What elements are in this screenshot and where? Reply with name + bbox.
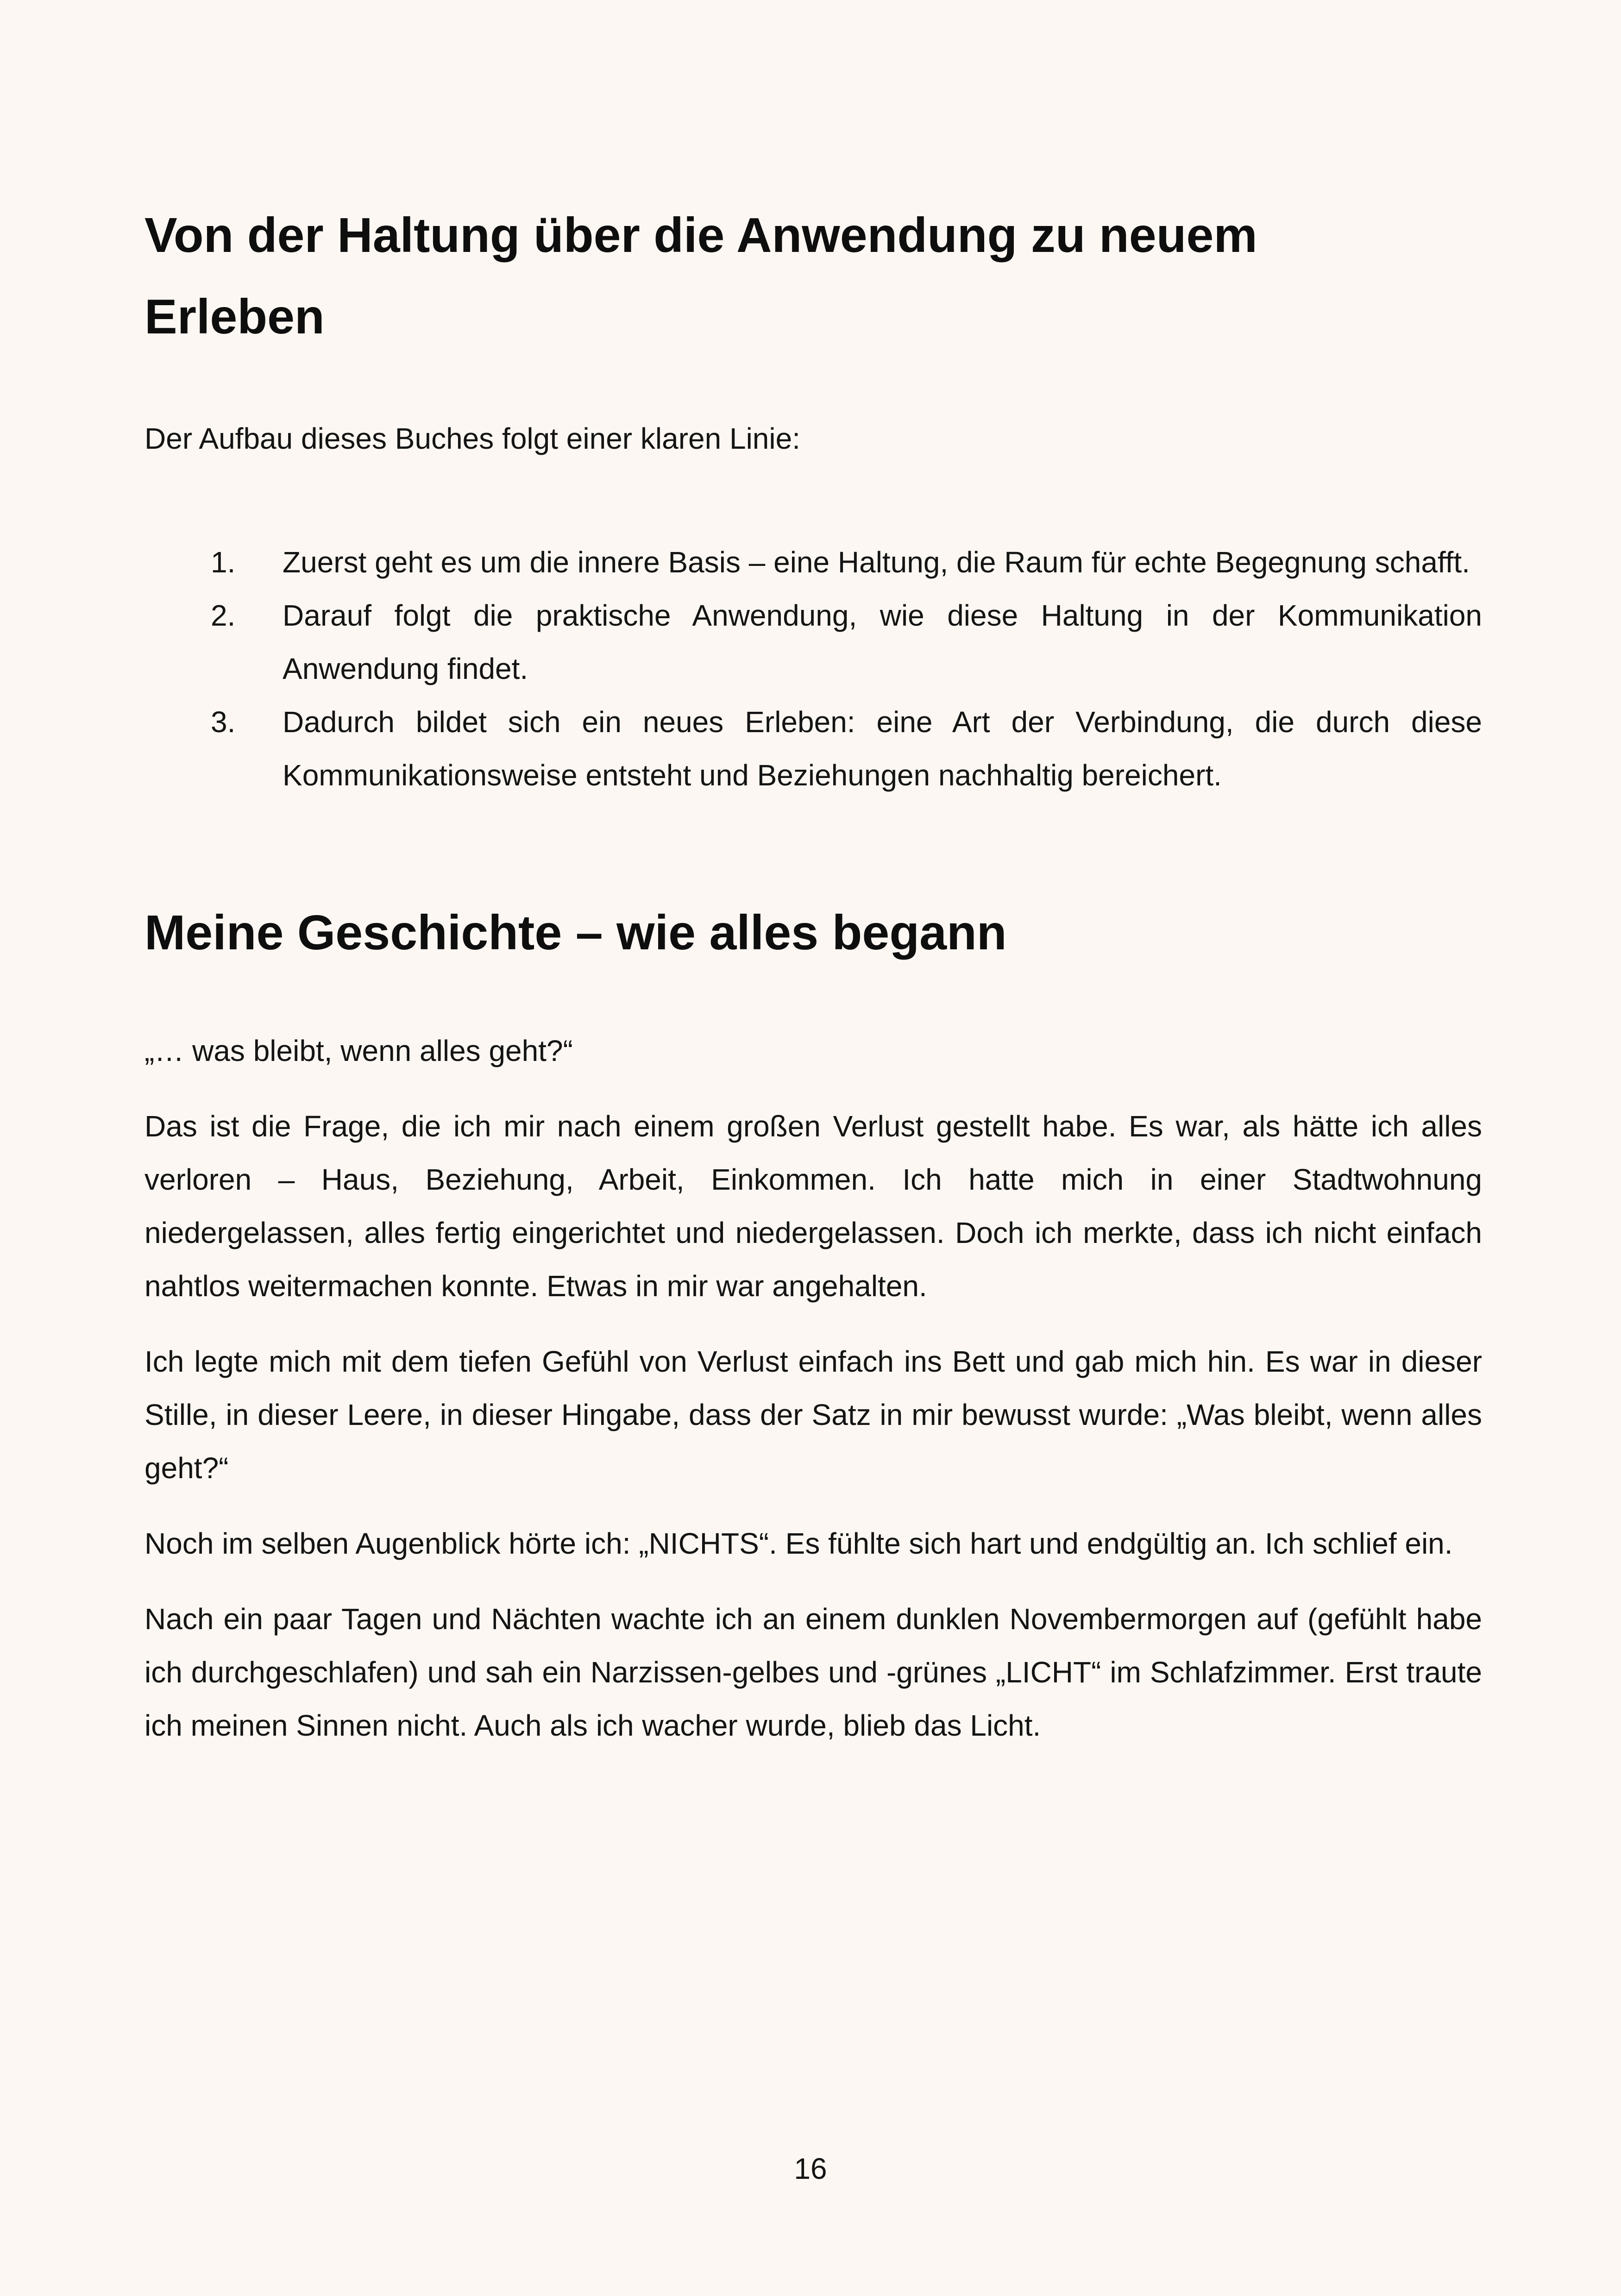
section-heading-my-story: Meine Geschichte – wie alles begann [145, 905, 1007, 960]
list-item-1-text: Zuerst geht es um die innere Basis – eine Haltung, die Raum für echte Begegnung schafft. [283, 546, 1470, 579]
list-item-1 [211, 536, 1482, 589]
list-item-1-number: 1. [211, 546, 236, 579]
quote-paragraph: „… was bleibt, wenn alles geht?“ [145, 1034, 573, 1067]
section-heading-structure: Von der Haltung über die Anwendung zu neuem Erleben [145, 208, 1257, 344]
intro-paragraph: Der Aufbau dieses Buches folgt einer klaren Linie: [145, 422, 800, 455]
list-item-3 [211, 696, 1482, 802]
list-item-3-text: Dadurch bildet sich ein neues Erleben: eine Art der Verbindung, die durch diese Kommunikationsweise entsteht und Beziehungen nachhaltig bereichert. [283, 705, 1482, 792]
body-paragraph-1: Das ist die Frage, die ich mir nach einem großen Verlust gestellt habe. Es war, als hätte ich alles verloren – Haus, Beziehung, Arbeit, Einkommen. Ich hatte mich in einer Stadtwohnung niedergelassen, alles fertig eingerichtet und niedergelassen. Doch ich merkte, dass ich nicht einfach nahtlos weitermachen konnte. Etwas in mir war angehalten. [145, 1110, 1482, 1303]
body-paragraph-4: Nach ein paar Tagen und Nächten wachte ich an einem dunklen Novembermorgen auf (gefühlt habe ich durchgeschlafen) und sah ein Narzissen-gelbes und -grünes „LICHT“ im Schlafzimmer. Erst traute ich meinen Sinnen nicht. Auch als ich wacher wurde, blieb das Licht. [145, 1602, 1482, 1742]
numbered-list [211, 536, 1482, 802]
list-item-2-text: Darauf folgt die praktische Anwendung, wie diese Haltung in der Kommunikation Anwendung findet. [283, 599, 1482, 685]
list-item-2 [211, 589, 1482, 696]
body-paragraph-3: Noch im selben Augenblick hörte ich: „NICHTS“. Es fühlte sich hart und endgültig an. Ich schlief ein. [145, 1527, 1453, 1560]
list-item-3-number: 3. [211, 705, 236, 739]
body-paragraph-2: Ich legte mich mit dem tiefen Gefühl von Verlust einfach ins Bett und gab mich hin. Es war in dieser Stille, in dieser Leere, in dieser Hingabe, dass der Satz in mir bewusst wurde: „Was bleibt, wenn alles geht?“ [145, 1345, 1482, 1485]
page-number: 16 [794, 2152, 827, 2185]
list-item-2-number: 2. [211, 599, 236, 632]
